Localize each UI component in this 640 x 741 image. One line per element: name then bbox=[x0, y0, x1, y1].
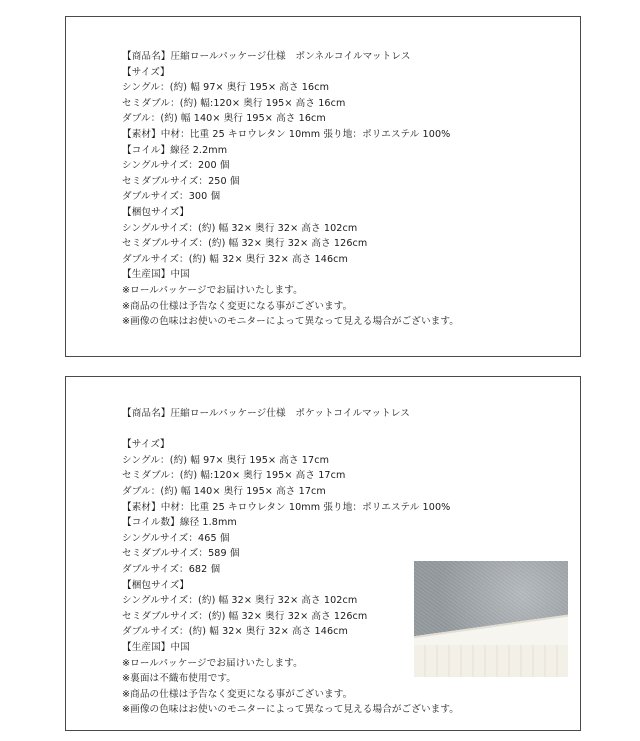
spec-line: ダブルサイズ：(約) 幅 32× 奥行 32× 高さ 146cm bbox=[122, 253, 348, 265]
spec-line: 【素材】中材：比重 25 キロウレタン 10mm 張り地：ポリエステル 100% bbox=[122, 501, 451, 513]
spec-line bbox=[122, 422, 459, 438]
spec-line: シングルサイズ：(約) 幅 32× 奥行 32× 高さ 102cm bbox=[122, 595, 358, 607]
spec-line: 【梱包サイズ】 bbox=[122, 579, 190, 591]
spec-line: ※画像の色味はお使いのモニターによって異なって見える場合がございます。 bbox=[122, 316, 459, 328]
pocket-coil-spec-box bbox=[65, 376, 581, 731]
spec-line: セミダブル：(約) 幅:120× 奥行 195× 高さ 16cm bbox=[122, 97, 346, 109]
spec-line: ※商品の仕様は予告なく変更になる事がございます。 bbox=[122, 300, 353, 312]
spec-line: ダブルサイズ：(約) 幅 32× 奥行 32× 高さ 146cm bbox=[122, 626, 348, 638]
spec-line: セミダブルサイズ：250 個 bbox=[122, 175, 240, 187]
spec-line: ※商品の仕様は予告なく変更になる事がございます。 bbox=[122, 688, 353, 700]
spec-lines bbox=[122, 49, 459, 330]
spec-line: 【コイル】線径 2.2mm bbox=[122, 144, 228, 156]
spec-line: ※ロールパッケージでお届けいたします。 bbox=[122, 284, 303, 296]
spec-line: 【素材】中材：比重 25 キロウレタン 10mm 張り地：ポリエステル 100% bbox=[122, 128, 451, 140]
spec-line: ダブル：(約) 幅 140× 奥行 195× 高さ 16cm bbox=[122, 113, 326, 125]
spec-line: ダブル：(約) 幅 140× 奥行 195× 高さ 17cm bbox=[122, 485, 326, 497]
spec-line: 【コイル数】線径 1.8mm bbox=[122, 517, 237, 529]
spec-line: セミダブル：(約) 幅:120× 奥行 195× 高さ 17cm bbox=[122, 470, 346, 482]
spec-line: 【生産国】中国 bbox=[122, 269, 190, 281]
spec-line: 【商品名】圧縮ロールパッケージ仕様 ボンネルコイルマットレス bbox=[122, 51, 411, 62]
spec-line: 【商品名】圧縮ロールパッケージ仕様 ポケットコイルマットレス bbox=[122, 408, 410, 419]
spec-line: シングルサイズ：(約) 幅 32× 奥行 32× 高さ 102cm bbox=[122, 222, 358, 234]
spec-line: シングル：(約) 幅 97× 奥行 195× 高さ 16cm bbox=[122, 82, 330, 94]
spec-line: 【生産国】中国 bbox=[122, 641, 190, 653]
quilted-side-panel bbox=[414, 645, 568, 677]
spec-line: ダブルサイズ：300 個 bbox=[122, 191, 221, 203]
spec-line: シングルサイズ：465 個 bbox=[122, 532, 230, 544]
bonnell-coil-spec-box bbox=[65, 16, 581, 357]
spec-line: ※裏面は不織布使用です。 bbox=[122, 673, 237, 685]
spec-line: 【梱包サイズ】 bbox=[122, 206, 190, 218]
spec-line: セミダブルサイズ：(約) 幅 32× 奥行 32× 高さ 126cm bbox=[122, 610, 368, 622]
spec-line: シングル：(約) 幅 97× 奥行 195× 高さ 17cm bbox=[122, 454, 330, 466]
spec-line: シングルサイズ：200 個 bbox=[122, 160, 230, 172]
mattress-underside-photo bbox=[414, 561, 568, 677]
spec-line: セミダブルサイズ：(約) 幅 32× 奥行 32× 高さ 126cm bbox=[122, 238, 368, 250]
spec-line: セミダブルサイズ：589 個 bbox=[122, 548, 240, 560]
spec-line: ※画像の色味はお使いのモニターによって異なって見える場合がございます。 bbox=[122, 704, 459, 716]
spec-line: ダブルサイズ：682 個 bbox=[122, 563, 221, 575]
spec-line: 【サイズ】 bbox=[122, 66, 170, 78]
spec-line: 【サイズ】 bbox=[122, 439, 170, 451]
spec-line: ※ロールパッケージでお届けいたします。 bbox=[122, 657, 303, 669]
spec-lines bbox=[122, 406, 459, 718]
